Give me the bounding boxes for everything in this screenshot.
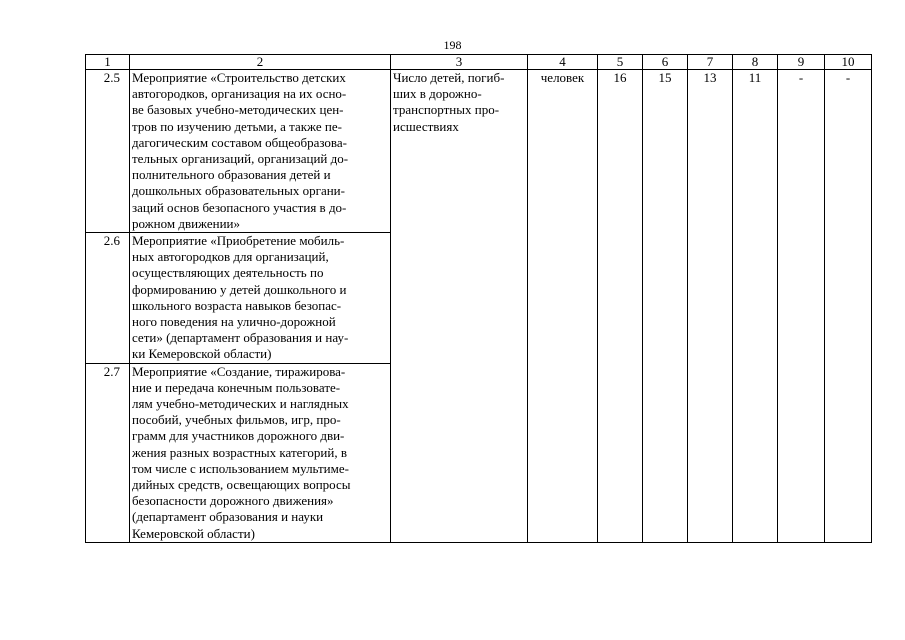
text-line: (департамент образования и науки [132, 509, 324, 525]
text-line: дошкольных образовательных органи- [132, 183, 345, 199]
text-line: школьного возраста навыков безопас- [132, 297, 342, 313]
text-line: автогородков, организация на их осно- [132, 86, 347, 102]
column-number: 8 [733, 55, 778, 70]
text-line: лям учебно-методических и наглядных [132, 396, 349, 412]
value-cell: - [825, 70, 872, 543]
measures-table [85, 54, 872, 543]
text-line: ших в дорожно- [393, 86, 482, 102]
row-number: 2.5 [86, 70, 130, 233]
text-line: сети» (департамент образования и нау- [132, 330, 349, 346]
column-number: 7 [688, 55, 733, 70]
unit-cell: человек [528, 70, 598, 543]
text-line: дагогическим составом общеобразова- [132, 134, 347, 150]
text-line: Мероприятие «Создание, тиражирова- [132, 363, 346, 379]
text-line: исшествиях [393, 118, 459, 134]
column-number: 5 [598, 55, 643, 70]
value-cell: - [778, 70, 825, 543]
text-line: полнительного образования детей и [132, 167, 331, 183]
text-line: безопасности дорожного движения» [132, 493, 334, 509]
text-line: Число детей, погиб- [393, 70, 505, 85]
text-line: формированию у детей дошкольного и [132, 281, 347, 297]
text-line: Мероприятие «Строительство детских [132, 70, 346, 85]
table-row [86, 70, 872, 233]
text-line: жения разных возрастных категорий, в [132, 444, 347, 460]
column-number: 6 [643, 55, 688, 70]
text-line: дийных средств, освещающих вопросы [132, 477, 351, 493]
column-number: 9 [778, 55, 825, 70]
text-line: ных автогородков для организаций, [132, 249, 329, 265]
row-number: 2.6 [86, 233, 130, 364]
text-line: транспортных про- [393, 102, 500, 118]
indicator-name [391, 70, 528, 543]
measure-description [130, 363, 391, 542]
column-number-row [86, 55, 872, 70]
text-line: рожном движении» [132, 215, 241, 231]
value-cell: 13 [688, 70, 733, 543]
page-number: 198 [443, 38, 462, 52]
text-line: тельных организаций, организаций до- [132, 151, 349, 167]
column-number: 10 [825, 55, 872, 70]
column-number: 4 [528, 55, 598, 70]
text-line: Кемеровской области) [132, 525, 255, 541]
value-cell: 16 [598, 70, 643, 543]
column-number: 1 [86, 55, 130, 70]
text-line: ве базовых учебно-методических цен- [132, 102, 344, 118]
measure-description [130, 70, 391, 233]
text-line: осуществляющих деятельность по [132, 265, 324, 281]
text-line: грамм для участников дорожного дви- [132, 428, 345, 444]
text-line: том числе с использованием мультиме- [132, 460, 349, 476]
text-line: пособий, учебных фильмов, игр, про- [132, 412, 341, 428]
text-line: ки Кемеровской области) [132, 346, 272, 362]
text-line: тров по изучению детьми, а также пе- [132, 118, 342, 134]
value-cell: 11 [733, 70, 778, 543]
text-line: ние и передача конечным пользовате- [132, 379, 341, 395]
column-number: 3 [391, 55, 528, 70]
measure-description [130, 233, 391, 364]
row-number: 2.7 [86, 363, 130, 542]
text-line: заций основ безопасного участия в до- [132, 199, 347, 215]
text-line: Мероприятие «Приобретение мобиль- [132, 233, 345, 249]
text-line: ного поведения на улично-дорожной [132, 314, 336, 330]
column-number: 2 [130, 55, 391, 70]
value-cell: 15 [643, 70, 688, 543]
